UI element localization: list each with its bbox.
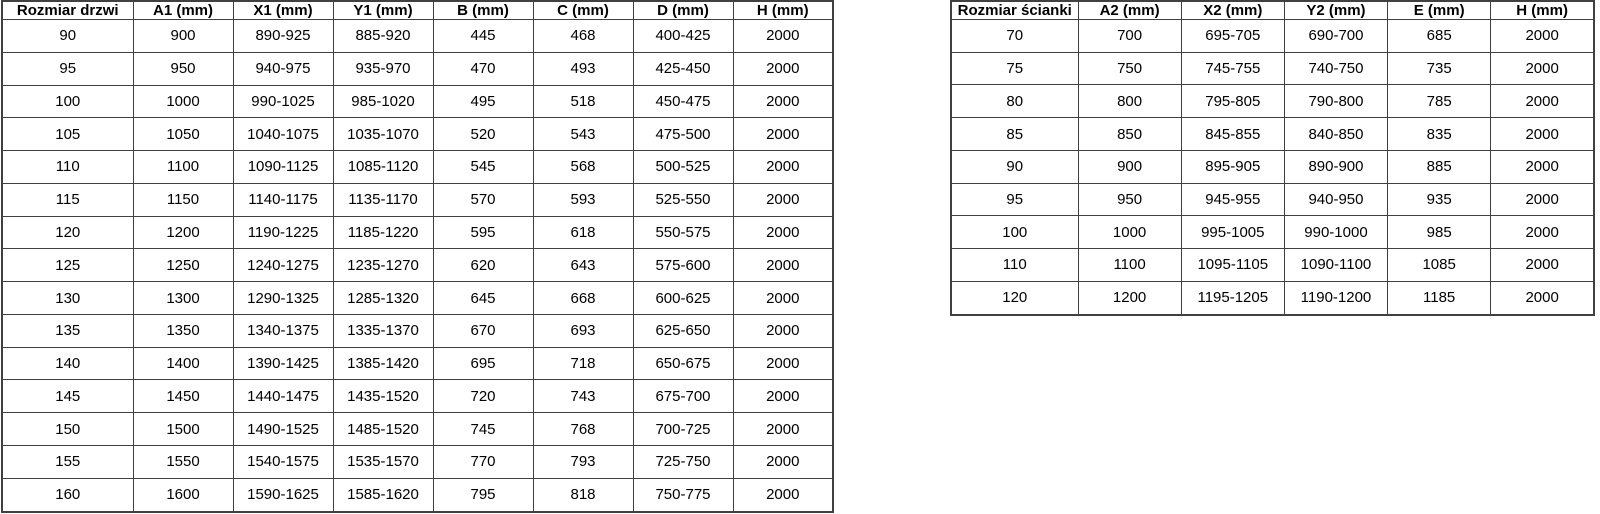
table-row xyxy=(2,52,833,85)
table-cell: 568 xyxy=(533,151,633,184)
table-cell: 1300 xyxy=(133,282,233,315)
table-cell: 690-700 xyxy=(1284,20,1387,53)
table-cell: 735 xyxy=(1388,52,1491,85)
table-row xyxy=(2,347,833,380)
table-cell: 890-925 xyxy=(233,20,333,53)
table-cell: 2000 xyxy=(733,347,833,380)
table-cell: 1290-1325 xyxy=(233,282,333,315)
table-cell: 900 xyxy=(1078,150,1181,183)
table-cell: 160 xyxy=(2,478,133,512)
column-header: X1 (mm) xyxy=(233,1,333,20)
table-cell: 550-575 xyxy=(633,216,733,249)
table-row xyxy=(2,249,833,282)
table-cell: 2000 xyxy=(1491,249,1594,282)
table-cell: 1140-1175 xyxy=(233,183,333,216)
table-cell: 785 xyxy=(1388,85,1491,118)
table-cell: 1490-1525 xyxy=(233,413,333,446)
table-cell: 1385-1420 xyxy=(333,347,433,380)
table-cell: 1500 xyxy=(133,413,233,446)
table-cell: 1035-1070 xyxy=(333,118,433,151)
table-cell: 545 xyxy=(433,151,533,184)
table-cell: 425-450 xyxy=(633,52,733,85)
table-cell: 935 xyxy=(1388,183,1491,216)
table-cell: 650-675 xyxy=(633,347,733,380)
table-row xyxy=(2,413,833,446)
table-cell: 1100 xyxy=(1078,249,1181,282)
table-cell: 2000 xyxy=(1491,52,1594,85)
table-cell: 700 xyxy=(1078,20,1181,53)
table-cell: 800 xyxy=(1078,85,1181,118)
table-cell: 840-850 xyxy=(1284,118,1387,151)
table-cell: 1085 xyxy=(1388,249,1491,282)
door-table-body xyxy=(2,20,833,513)
table-cell: 795-805 xyxy=(1181,85,1284,118)
table-cell: 720 xyxy=(433,380,533,413)
table-cell: 995-1005 xyxy=(1181,216,1284,249)
column-header: E (mm) xyxy=(1388,1,1491,20)
table-row xyxy=(2,314,833,347)
column-header: H (mm) xyxy=(733,1,833,20)
door-size-table xyxy=(1,0,834,513)
table-cell: 110 xyxy=(2,151,133,184)
table-cell: 620 xyxy=(433,249,533,282)
table-cell: 740-750 xyxy=(1284,52,1387,85)
table-cell: 500-525 xyxy=(633,151,733,184)
table-row xyxy=(2,282,833,315)
table-cell: 990-1000 xyxy=(1284,216,1387,249)
table-cell: 1435-1520 xyxy=(333,380,433,413)
table-cell: 1095-1105 xyxy=(1181,249,1284,282)
table-cell: 2000 xyxy=(1491,85,1594,118)
table-cell: 950 xyxy=(133,52,233,85)
table-cell: 1090-1100 xyxy=(1284,249,1387,282)
table-cell: 750-775 xyxy=(633,478,733,512)
table-row xyxy=(951,183,1594,216)
table-cell: 990-1025 xyxy=(233,85,333,118)
table-cell: 1335-1370 xyxy=(333,314,433,347)
table-cell: 790-800 xyxy=(1284,85,1387,118)
table-cell: 1200 xyxy=(1078,281,1181,315)
table-cell: 940-950 xyxy=(1284,183,1387,216)
table-row xyxy=(2,20,833,53)
table-cell: 2000 xyxy=(733,216,833,249)
table-row xyxy=(951,281,1594,315)
table-cell: 1000 xyxy=(1078,216,1181,249)
table-cell: 445 xyxy=(433,20,533,53)
table-cell: 850 xyxy=(1078,118,1181,151)
table-row xyxy=(2,151,833,184)
column-header: Rozmiar drzwi xyxy=(2,1,133,20)
table-cell: 625-650 xyxy=(633,314,733,347)
table-cell: 2000 xyxy=(733,314,833,347)
table-cell: 745 xyxy=(433,413,533,446)
table-cell: 618 xyxy=(533,216,633,249)
table-cell: 2000 xyxy=(733,183,833,216)
table-row xyxy=(2,216,833,249)
table-cell: 495 xyxy=(433,85,533,118)
table-cell: 95 xyxy=(951,183,1078,216)
table-cell: 745-755 xyxy=(1181,52,1284,85)
table-cell: 1585-1620 xyxy=(333,478,433,512)
table-cell: 593 xyxy=(533,183,633,216)
table-cell: 985-1020 xyxy=(333,85,433,118)
table-cell: 518 xyxy=(533,85,633,118)
table-cell: 90 xyxy=(2,20,133,53)
table-cell: 725-750 xyxy=(633,445,733,478)
table-cell: 493 xyxy=(533,52,633,85)
table-cell: 110 xyxy=(951,249,1078,282)
table-cell: 695-705 xyxy=(1181,20,1284,53)
table-cell: 1185-1220 xyxy=(333,216,433,249)
table-cell: 895-905 xyxy=(1181,150,1284,183)
table-cell: 1000 xyxy=(133,85,233,118)
table-cell: 2000 xyxy=(733,380,833,413)
table-cell: 1540-1575 xyxy=(233,445,333,478)
table-row xyxy=(951,118,1594,151)
table-cell: 2000 xyxy=(733,249,833,282)
table-cell: 475-500 xyxy=(633,118,733,151)
table-cell: 2000 xyxy=(733,20,833,53)
table-cell: 400-425 xyxy=(633,20,733,53)
table-cell: 693 xyxy=(533,314,633,347)
table-cell: 470 xyxy=(433,52,533,85)
table-cell: 1550 xyxy=(133,445,233,478)
table-cell: 90 xyxy=(951,150,1078,183)
table-cell: 100 xyxy=(951,216,1078,249)
table-cell: 2000 xyxy=(733,151,833,184)
door-table-header-row xyxy=(2,1,833,20)
column-header: Y2 (mm) xyxy=(1284,1,1387,20)
column-header: C (mm) xyxy=(533,1,633,20)
table-cell: 1100 xyxy=(133,151,233,184)
table-cell: 645 xyxy=(433,282,533,315)
table-cell: 468 xyxy=(533,20,633,53)
table-cell: 140 xyxy=(2,347,133,380)
wall-table-body xyxy=(951,20,1594,316)
table-cell: 768 xyxy=(533,413,633,446)
table-cell: 1390-1425 xyxy=(233,347,333,380)
table-row xyxy=(2,380,833,413)
table-cell: 450-475 xyxy=(633,85,733,118)
wall-size-table xyxy=(950,0,1595,316)
table-cell: 885-920 xyxy=(333,20,433,53)
table-row xyxy=(2,118,833,151)
table-cell: 95 xyxy=(2,52,133,85)
table-cell: 1090-1125 xyxy=(233,151,333,184)
table-cell: 795 xyxy=(433,478,533,512)
table-row xyxy=(951,52,1594,85)
table-cell: 520 xyxy=(433,118,533,151)
table-row xyxy=(951,85,1594,118)
table-cell: 1535-1570 xyxy=(333,445,433,478)
table-cell: 1450 xyxy=(133,380,233,413)
column-header: Rozmiar ścianki xyxy=(951,1,1078,20)
table-row xyxy=(951,249,1594,282)
table-cell: 2000 xyxy=(1491,183,1594,216)
table-row xyxy=(2,478,833,512)
table-cell: 120 xyxy=(2,216,133,249)
table-cell: 2000 xyxy=(733,445,833,478)
table-cell: 793 xyxy=(533,445,633,478)
table-cell: 1485-1520 xyxy=(333,413,433,446)
table-cell: 945-955 xyxy=(1181,183,1284,216)
table-cell: 1190-1225 xyxy=(233,216,333,249)
table-cell: 1150 xyxy=(133,183,233,216)
table-cell: 130 xyxy=(2,282,133,315)
table-row xyxy=(2,445,833,478)
table-cell: 770 xyxy=(433,445,533,478)
table-cell: 2000 xyxy=(1491,281,1594,315)
table-cell: 2000 xyxy=(1491,150,1594,183)
table-cell: 1235-1270 xyxy=(333,249,433,282)
column-header: X2 (mm) xyxy=(1181,1,1284,20)
table-cell: 125 xyxy=(2,249,133,282)
table-cell: 600-625 xyxy=(633,282,733,315)
table-cell: 115 xyxy=(2,183,133,216)
table-cell: 105 xyxy=(2,118,133,151)
column-header: D (mm) xyxy=(633,1,733,20)
table-cell: 100 xyxy=(2,85,133,118)
table-cell: 2000 xyxy=(733,413,833,446)
table-row xyxy=(2,85,833,118)
table-cell: 1200 xyxy=(133,216,233,249)
table-cell: 885 xyxy=(1388,150,1491,183)
column-header: A1 (mm) xyxy=(133,1,233,20)
table-cell: 150 xyxy=(2,413,133,446)
table-cell: 525-550 xyxy=(633,183,733,216)
table-cell: 743 xyxy=(533,380,633,413)
table-cell: 935-970 xyxy=(333,52,433,85)
column-header: B (mm) xyxy=(433,1,533,20)
table-row xyxy=(2,183,833,216)
table-cell: 2000 xyxy=(1491,118,1594,151)
table-cell: 575-600 xyxy=(633,249,733,282)
table-cell: 835 xyxy=(1388,118,1491,151)
table-row xyxy=(951,216,1594,249)
table-cell: 818 xyxy=(533,478,633,512)
table-cell: 570 xyxy=(433,183,533,216)
table-cell: 1050 xyxy=(133,118,233,151)
table-cell: 1040-1075 xyxy=(233,118,333,151)
table-cell: 985 xyxy=(1388,216,1491,249)
table-cell: 890-900 xyxy=(1284,150,1387,183)
table-cell: 845-855 xyxy=(1181,118,1284,151)
table-cell: 1600 xyxy=(133,478,233,512)
table-cell: 695 xyxy=(433,347,533,380)
table-cell: 543 xyxy=(533,118,633,151)
table-cell: 1190-1200 xyxy=(1284,281,1387,315)
table-cell: 80 xyxy=(951,85,1078,118)
table-cell: 2000 xyxy=(1491,20,1594,53)
table-cell: 1440-1475 xyxy=(233,380,333,413)
table-cell: 700-725 xyxy=(633,413,733,446)
table-cell: 668 xyxy=(533,282,633,315)
table-cell: 135 xyxy=(2,314,133,347)
column-header: Y1 (mm) xyxy=(333,1,433,20)
table-cell: 70 xyxy=(951,20,1078,53)
column-header: A2 (mm) xyxy=(1078,1,1181,20)
table-cell: 750 xyxy=(1078,52,1181,85)
table-cell: 2000 xyxy=(1491,216,1594,249)
table-cell: 1350 xyxy=(133,314,233,347)
table-cell: 2000 xyxy=(733,52,833,85)
table-cell: 1185 xyxy=(1388,281,1491,315)
table-cell: 120 xyxy=(951,281,1078,315)
table-cell: 1285-1320 xyxy=(333,282,433,315)
table-cell: 155 xyxy=(2,445,133,478)
table-cell: 950 xyxy=(1078,183,1181,216)
table-cell: 1250 xyxy=(133,249,233,282)
table-cell: 1085-1120 xyxy=(333,151,433,184)
table-cell: 685 xyxy=(1388,20,1491,53)
table-cell: 2000 xyxy=(733,478,833,512)
table-cell: 2000 xyxy=(733,282,833,315)
table-cell: 1400 xyxy=(133,347,233,380)
table-row xyxy=(951,150,1594,183)
table-cell: 85 xyxy=(951,118,1078,151)
table-cell: 2000 xyxy=(733,118,833,151)
table-cell: 670 xyxy=(433,314,533,347)
table-cell: 643 xyxy=(533,249,633,282)
table-cell: 2000 xyxy=(733,85,833,118)
table-cell: 1340-1375 xyxy=(233,314,333,347)
table-cell: 1590-1625 xyxy=(233,478,333,512)
table-cell: 1195-1205 xyxy=(1181,281,1284,315)
table-row xyxy=(951,20,1594,53)
table-cell: 900 xyxy=(133,20,233,53)
table-cell: 675-700 xyxy=(633,380,733,413)
table-cell: 145 xyxy=(2,380,133,413)
column-header: H (mm) xyxy=(1491,1,1594,20)
table-cell: 595 xyxy=(433,216,533,249)
table-cell: 1135-1170 xyxy=(333,183,433,216)
table-cell: 718 xyxy=(533,347,633,380)
wall-table-header-row xyxy=(951,1,1594,20)
table-cell: 940-975 xyxy=(233,52,333,85)
table-cell: 1240-1275 xyxy=(233,249,333,282)
table-cell: 75 xyxy=(951,52,1078,85)
